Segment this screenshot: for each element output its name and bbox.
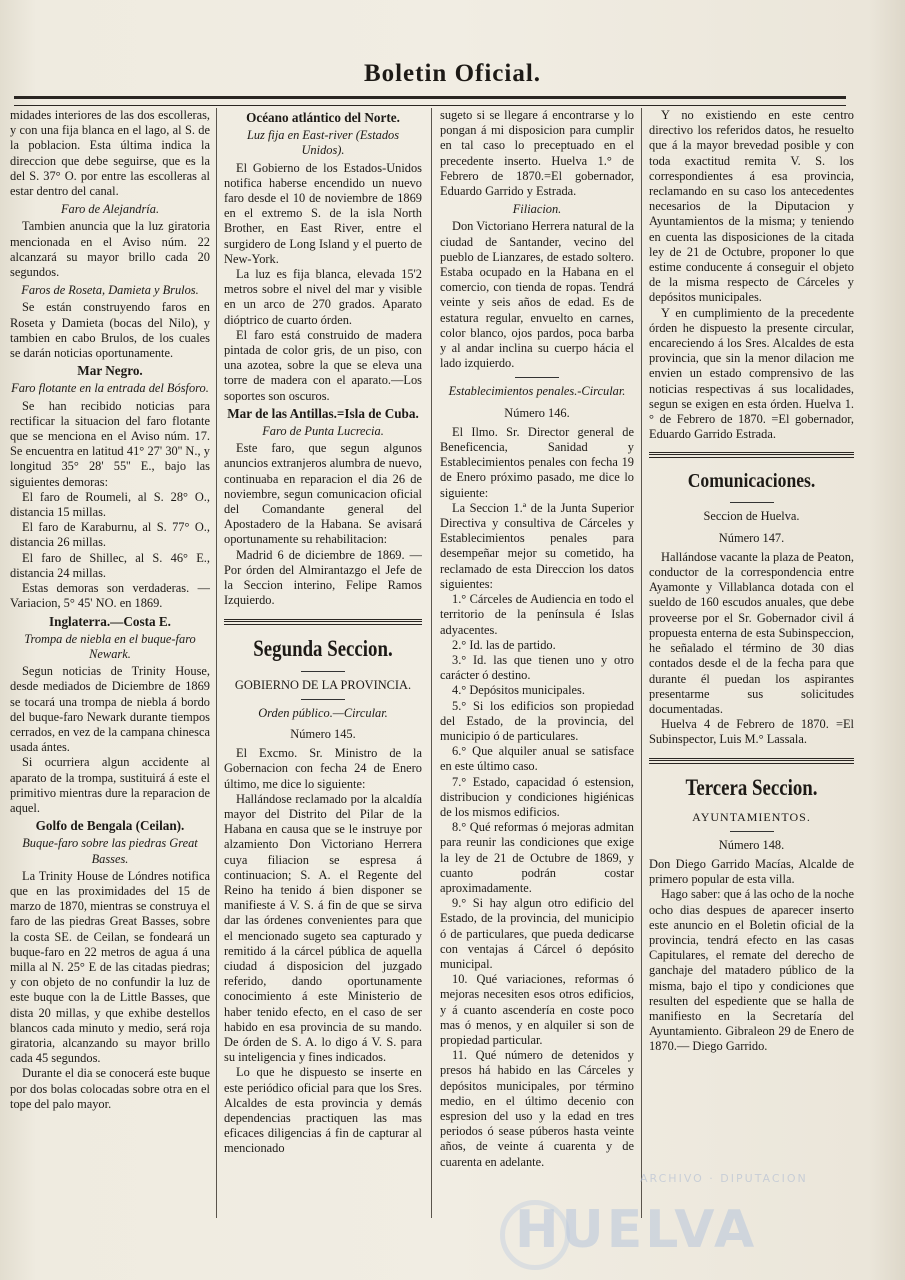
paragraph: Y no existiendo en este centro directivo los referidos datos, he resuelto que á la mayor brevedad posible y con toda exactitud remita V. S. los correspondientes á esa provincia, reclamando en su caso los antecedentes necesarios de la Diputacion y Ayuntamientos de la misma; y teniendo en cuenta las disposiciones de la citada ley de 21 de Octubre, proponer lo que estime conducente á conseguir el objeto de la misma respecto de Cárceles y depósitos municipales. bbox=[649, 108, 854, 305]
paragraph: Se han recibido noticias para rectificar la situacion del faro flotante que se menciona en el Aviso núm. 17. Se encuentra en latitud 41° 27' 30'' N., y longitud 35° 28' 55'' E., bajo las siguientes demoras: bbox=[10, 398, 210, 489]
column-4 bbox=[649, 108, 854, 1228]
notice-number: Número 147. bbox=[718, 530, 785, 545]
paragraph: 2.° Id. las de partido. bbox=[452, 637, 556, 652]
subheading: Trompa de niebla en el buque-faro Newark. bbox=[24, 631, 196, 661]
paragraph: Y en cumplimiento de la precedente órden he dispuesto la presente circular, encareciendo á los Sres. Alcaldes de esta provincia, que sin la menor dilacion me envien un estado comprensivo de las noticias respectivas á sus localidades, segun se exigen en esta órden. Huelva 1.° de Febrero de 1870. =El gobernador, Eduardo Garrido Estrada. bbox=[649, 305, 854, 442]
subheading: Filiacion. bbox=[512, 202, 562, 217]
paragraph: La Trinity House de Lóndres notifica que en las proximidades del 15 de marzo de 1870, mientras se construya el faro de las piedras Great Basses, sobre la costa SE. de Ceilan, se fondeará un buque-faro en 22 metros de agua á una milla al N. 25° E de las citadas piedras; y con objeto de no confundir la luz de este buque con la de Little Basses, que dista 20 millas, y que exhibe destellos blancos cada minuto y medio, será roja giratoria, alcanzando su mayor brillo cada 45 segundos. bbox=[10, 868, 210, 1066]
subheading: Seccion de Huelva. bbox=[703, 509, 800, 524]
column-3 bbox=[440, 108, 634, 1228]
paragraph: Se están construyendo faros en Roseta y Damieta (bocas del Nilo), y tambien en cabo Brulos, de los cuales se darán noticias oportunamente. bbox=[10, 300, 210, 361]
watermark-caption: ARCHIVO · DIPUTACION bbox=[640, 1172, 808, 1185]
paragraph: 7.° Estado, capacidad ó estension, distribucion y condiciones higiénicas de los mismos edificios. bbox=[440, 774, 634, 819]
subheading: Establecimientos penales.-Circular. bbox=[448, 384, 626, 399]
paragraph: midades interiores de las dos escolleras, y con una fija blanca en el lago, al S. de la poblacion. Esta última indica la direccion que debe seguirse, que es la del S. 37° O. por entre las escolleras al estar dentro del canal. bbox=[10, 108, 210, 199]
short-rule bbox=[730, 831, 774, 832]
paragraph: Hallándose vacante la plaza de Peaton, conductor de la correspondencia entre Ayamonte y Villablanca dotada con el sueldo de 160 escudos anuales, que debe proveerse por el Sr. Gobernador civil á propuesta enterna de esta Subinspeccion, he señalado el término de 30 dias contados desde el de la fecha para que durante él puedan los aspirantes presentarme sus solicitudes documentadas. bbox=[649, 549, 854, 716]
notice-number: Número 148. bbox=[718, 837, 785, 852]
subheading: Luz fija en East-river (Estados Unidos). bbox=[246, 128, 400, 158]
paragraph: sugeto si se llegare á encontrarse y lo pongan á mi disposicion para cumplir en tal caso lo preceptuado en el precedente inserto. Huelva 1.° de Febrero de 1870.=El gobernador, Eduardo Garrido y Estrada. bbox=[440, 108, 634, 199]
huelva-watermark: HUELVA bbox=[515, 1200, 758, 1260]
department-heading: GOBIERNO DE LA PROVINCIA. bbox=[234, 677, 412, 692]
paragraph: Durante el dia se conocerá este buque por dos bolas colocadas sobre otra en el tope del palo mayor. bbox=[10, 1066, 210, 1111]
paragraph: Hago saber: que á las ocho de la noche ocho dias despues de aparecer inserto este anuncio en el Boletin oficial de la provincia, tendrá efecto en las casas Capitulares, el remate del derecho de ganchaje del matadero público de la misma, bajo el tipo y condiciones que resulten del espediente que se halla de manifiesto en la Secretaría del Ayuntamiento. Gibraleon 29 de Enero de 1870.— Diego Garrido. bbox=[649, 887, 854, 1054]
column-2 bbox=[224, 108, 422, 1223]
paragraph: El faro de Karaburnu, al S. 77° O., distancia 26 millas. bbox=[10, 520, 210, 550]
section-title: Tercera Seccion. bbox=[685, 774, 818, 800]
column-1 bbox=[10, 108, 210, 1218]
paragraph: 9.° Si hay algun otro edificio del Estado, de la provincia, del municipio ó de particulares, que pueda dedicarse con ventajas á Cárcel ó depósito municipal. bbox=[440, 896, 634, 971]
paragraph: Segun noticias de Trinity House, desde mediados de Diciembre de 1869 se tocará una trompa de niebla á bordo del buque-faro Newark durante tiempos cerrados, en vez de la campana chinesca usada ántes. bbox=[10, 664, 210, 755]
masthead-rule bbox=[14, 96, 846, 106]
paragraph: El faro de Roumeli, al S. 28° O., distancia 15 millas. bbox=[10, 489, 210, 520]
paragraph: El faro de Shillec, al S. 46° E., distancia 24 millas. bbox=[10, 550, 210, 580]
paragraph: 5.° Si los edificios son propiedad del Estado, de la provincia, del municipio ó de particulares. bbox=[440, 698, 634, 743]
paragraph: 8.° Qué reformas ó mejoras admitan para reunir las condiciones que exige la ley de 21 de Octubre de 1869, y cuanto podrán costar aproximadamente. bbox=[440, 820, 634, 895]
paragraph: 1.° Cárceles de Audiencia en todo el territorio de la península é Islas adyacentes. bbox=[440, 592, 634, 637]
section-rule bbox=[649, 758, 854, 764]
paragraph: Lo que he dispuesto se inserte en este periódico oficial para que los Sres. Alcaldes de esta provincia y demás dependencias practiquen las mas eficaces diligencias á fin de capturar al mencionado bbox=[224, 1065, 422, 1156]
heading: Golfo de Bengala (Ceilan). bbox=[35, 818, 185, 834]
paragraph: Don Victoriano Herrera natural de la ciudad de Santander, vecino del pueblo de Lianzares, de estado soltero. Estaba ocupado en la Habana en el comercio, con tienda de ropas. Tendrá veinte y seis años de edad. Es de estatura regular, envuelto en carnes, color blanco, ojos pardos, poca barba y al andar inclina su cuerpo hácia el lado izquierdo. bbox=[440, 219, 634, 371]
paragraph: 11. Qué número de detenidos y presos há habido en las Cárceles y depósitos municipales, por término medio, en el último decenio con espresion del uso y la edad en tres periodos ó sease púberos hasta veinte años, de veinte á cuarenta y de cuarenta en adelante. bbox=[440, 1048, 634, 1169]
section-rule bbox=[649, 452, 854, 458]
section-title: Segunda Seccion. bbox=[253, 635, 393, 661]
subheading: Faro flotante en la entrada del Bósforo. bbox=[11, 381, 209, 396]
paragraph: El Ilmo. Sr. Director general de Beneficencia, Sanidad y Establecimientos penales con fecha 19 de Enero próximo pasado, me dice lo siguiente: bbox=[440, 424, 634, 500]
notice-number: Número 146. bbox=[504, 405, 570, 420]
paragraph: Este faro, que segun algunos anuncios extranjeros alumbra de nuevo, continuaba en reparacion el dia 26 de noviembre, segun comunicacion oficial del Comandante general del Apostadero de la Habana. Se avisará oportunamente su rehabilitacion: bbox=[224, 441, 422, 547]
paragraph: 6.° Que alquiler anual se satisface en este último caso. bbox=[440, 744, 634, 774]
masthead-title: Boletin Oficial. bbox=[363, 60, 542, 87]
section-rule bbox=[224, 619, 422, 625]
paragraph: 4.° Depósitos municipales. bbox=[452, 683, 585, 698]
paragraph: El Excmo. Sr. Ministro de la Gobernacion con fecha 24 de Enero último, me dice lo siguiente: bbox=[224, 746, 422, 791]
paragraph: Tambien anuncia que la luz giratoria mencionada en el Aviso núm. 22 alcanzará su mayor brillo cada 20 segundos. bbox=[10, 219, 210, 280]
heading: Mar de las Antillas.=Isla de Cuba. bbox=[227, 405, 419, 421]
subheading: Faro de Punta Lucrecia. bbox=[262, 424, 384, 439]
paragraph: Si ocurriera algun accidente al aparato de la trompa, sustituirá á este el primitivo mientras dure la reparacion de aquel. bbox=[10, 755, 210, 815]
heading: Mar Negro. bbox=[77, 363, 143, 379]
heading: Océano atlántico del Norte. bbox=[246, 110, 400, 125]
column-divider bbox=[641, 108, 642, 1218]
department-heading: AYUNTAMIENTOS. bbox=[692, 809, 811, 824]
short-rule bbox=[301, 699, 345, 700]
paragraph: Madrid 6 de diciembre de 1869. —Por órden del Almirantazgo el Jefe de la Seccion interino, Felipe Ramos Izquierdo. bbox=[224, 547, 422, 608]
subheading: Faros de Roseta, Damieta y Brulos. bbox=[21, 283, 199, 298]
subheading: Buque-faro sobre las piedras Great Basses. bbox=[22, 836, 198, 866]
short-rule bbox=[515, 377, 559, 378]
paragraph: 3.° Id. las que tienen uno y otro carácter ó destino. bbox=[440, 652, 634, 683]
short-rule bbox=[730, 502, 774, 503]
notice-number: Número 145. bbox=[290, 726, 356, 741]
paragraph: Huelva 4 de Febrero de 1870. =El Subinspector, Luis M.° Lassala. bbox=[649, 717, 854, 747]
heading: Inglaterra.—Costa E. bbox=[49, 613, 171, 629]
subheading: Faro de Alejandría. bbox=[60, 202, 160, 217]
section-title: Comunicaciones. bbox=[687, 470, 816, 493]
paragraph: El faro está construido de madera pintada de color gris, de un piso, con una azotea, sobre la que se eleva una torre de madera con el aparato.—Los soportes son oscuros. bbox=[224, 327, 422, 403]
column-divider bbox=[216, 108, 217, 1218]
paragraph: Don Diego Garrido Macías, Alcalde de primero popular de esta villa. bbox=[649, 856, 854, 887]
column-divider bbox=[431, 108, 432, 1218]
paragraph: 10. Qué variaciones, reformas ó mejoras necesiten esos otros edificios, y á cuanto ascendería en coste poco mas ó menos, y en alquiler si son de propiedad particular. bbox=[440, 972, 634, 1047]
paragraph: El Gobierno de los Estados-Unidos notifica haberse encendido un nuevo faro desde el 10 de noviembre de 1869 en el extremo S. de la isla North Brother, en East River, entre el surgidero de Long Island y el puerto de New-York. bbox=[224, 160, 422, 266]
subheading: Orden público.—Circular. bbox=[258, 705, 388, 720]
paragraph: Estas demoras son verdaderas. —Variacion, 5° 45' NO. en 1869. bbox=[10, 581, 210, 611]
paragraph: La luz es fija blanca, elevada 15'2 metros sobre el nivel del mar y visible en un arco de 270 grados. Aparato dióptrico de cuarto órden. bbox=[224, 267, 422, 327]
short-rule bbox=[301, 671, 345, 672]
paragraph: La Seccion 1.ª de la Junta Superior Directiva y consultiva de Cárceles y Establecimientos penales para desempeñar mejor su cometido, ha reclamado de esta Direccion los datos siguientes: bbox=[440, 500, 634, 591]
paragraph: Hallándose reclamado por la alcaldía mayor del Distrito del Pilar de la Habana en causa que se le instruye por alzamiento Don Victoriano Herrera cuya filiacion se espresa á continuacion; S. A. el Regente del Reino ha tenido á bien disponer se manifieste á V. S. á fin de que se sirva dar las órdenes convenientes para que el mencionado sugeto sea capturado y remitido á la cárcel pública de aquella ciudad á disposicion del juzgado referido, dando oportunamente conocimiento á este Ministerio de haber tenido efecto, en el caso de ser habido en esa provincia de su mando. De órden de S. A. lo digo á V. S. para su inteligencia y fines indicados. bbox=[224, 791, 422, 1065]
